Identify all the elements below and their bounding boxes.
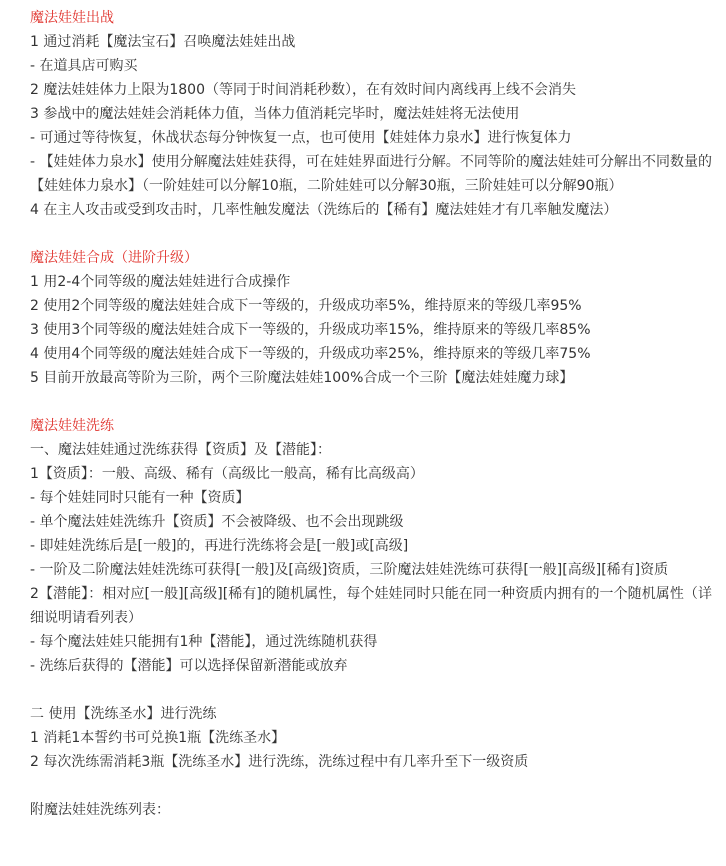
- text-line: 1 消耗1本誓约书可兑换1瓶【洗练圣水】: [30, 730, 286, 746]
- text-line: - 单个魔法娃娃洗练升【资质】不会被降级、也不会出现跳级: [30, 514, 404, 530]
- text-line: 1 通过消耗【魔法宝石】召唤魔法娃娃出战: [30, 34, 296, 50]
- text-line: 3 使用3个同等级的魔法娃娃合成下一等级的，升级成功率15%，维持原来的等级几率85%: [30, 322, 591, 338]
- text-paragraph: - 一阶及二阶魔法娃娃洗练可获得[一般]及[高级]资质，三阶魔法娃娃洗练可获得[一般][高级][稀有]资质: [30, 562, 669, 578]
- text-line: 一、魔法娃娃通过洗练获得【资质】及【潜能】：: [30, 442, 331, 458]
- section-battle: [30, 6, 712, 222]
- section-title: 魔法娃娃合成（进阶升级）: [30, 250, 198, 266]
- section-synthesis: [30, 246, 712, 390]
- text-line: 2 使用2个同等级的魔法娃娃合成下一等级的，升级成功率5%，维持原来的等级几率95%: [30, 298, 582, 314]
- spacer: [30, 678, 712, 702]
- text-line: - 可通过等待恢复，休战状态每分钟恢复一点，也可使用【娃娃体力泉水】进行恢复体力: [30, 130, 572, 146]
- text-line: - 洗练后获得的【潜能】可以选择保留新潜能或放弃: [30, 658, 348, 674]
- section-title: 魔法娃娃出战: [30, 10, 114, 26]
- text-line: - 在道具店可购买: [30, 58, 138, 74]
- text-line: 2 每次洗练需消耗3瓶【洗练圣水】进行洗练，洗练过程中有几率升至下一级资质: [30, 754, 529, 770]
- text-line: - 每个娃娃同时只能有一种【资质】: [30, 490, 250, 506]
- text-paragraph: - 【娃娃体力泉水】使用分解魔法娃娃获得，可在娃娃界面进行分解。不同等阶的魔法娃娃可分解出不同数量的【娃娃体力泉水】（一阶娃娃可以分解10瓶，二阶娃娃可以分解30瓶，三阶娃娃可以分解90瓶）: [30, 154, 712, 194]
- text-line: - 每个魔法娃娃只能拥有1种【潜能】，通过洗练随机获得: [30, 634, 378, 650]
- text-paragraph: 2【潜能】：相对应[一般][高级][稀有]的随机属性，每个娃娃同时只能在同一种资质内拥有的一个随机属性（详细说明请看列表）: [30, 586, 712, 626]
- text-line: 4 使用4个同等级的魔法娃娃合成下一等级的，升级成功率25%，维持原来的等级几率75%: [30, 346, 591, 362]
- text-line: 1【资质】：一般、高级、稀有（高级比一般高，稀有比高级高）: [30, 466, 424, 482]
- text-line: 附魔法娃娃洗练列表：: [30, 802, 170, 818]
- section-title: 魔法娃娃洗练: [30, 418, 114, 434]
- text-line: 2 魔法娃娃体力上限为1800（等同于时间消耗秒数），在有效时间内离线再上线不会消失: [30, 82, 576, 98]
- text-line: 4 在主人攻击或受到攻击时，几率性触发魔法（洗练后的【稀有】魔法娃娃才有几率触发魔法）: [30, 202, 618, 218]
- text-line: 二 使用【洗练圣水】进行洗练: [30, 706, 217, 722]
- section-refine: [30, 414, 712, 822]
- text-line: 1 用2-4个同等级的魔法娃娃进行合成操作: [30, 274, 291, 290]
- text-line: 5 目前开放最高等阶为三阶，两个三阶魔法娃娃100%合成一个三阶【魔法娃娃魔力球】: [30, 370, 574, 386]
- text-line: 3 参战中的魔法娃娃会消耗体力值，当体力值消耗完毕时，魔法娃娃将无法使用: [30, 106, 520, 122]
- spacer: [30, 774, 712, 798]
- text-line: - 即娃娃洗练后是[一般]的，再进行洗练将会是[一般]或[高级]: [30, 538, 409, 554]
